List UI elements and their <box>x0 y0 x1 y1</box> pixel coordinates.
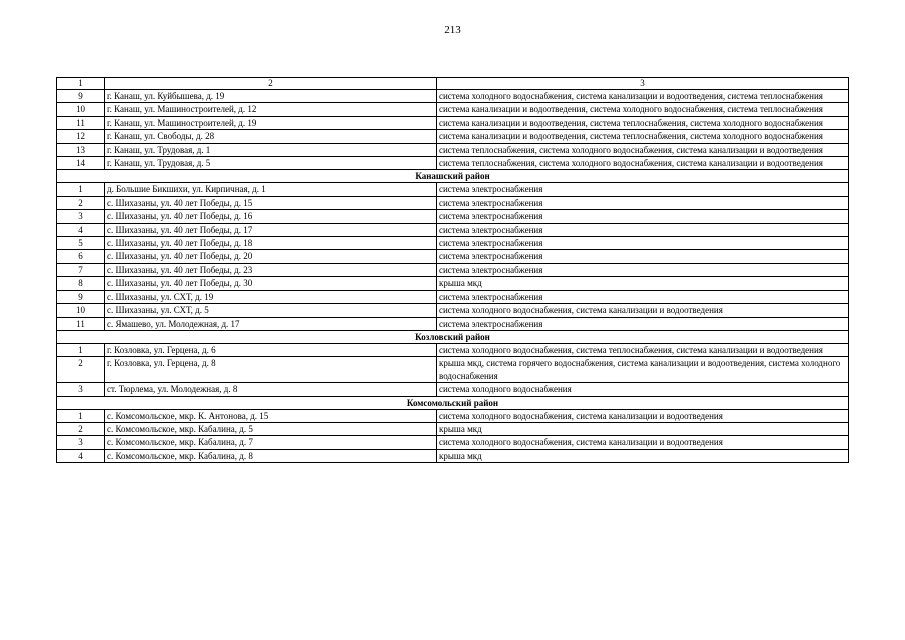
address-cell: г. Канаш, ул. Машиностроителей, д. 12 <box>105 103 437 116</box>
systems-cell: система канализации и водоотведения, система теплоснабжения, система холодного водоснабжения <box>437 130 849 143</box>
address-cell: г. Козловка, ул. Герцена, д. 8 <box>105 357 437 383</box>
address-cell: с. Шихазаны, ул. 40 лет Победы, д. 15 <box>105 196 437 209</box>
systems-cell: система холодного водоснабжения, система теплоснабжения, система канализации и водоотведения <box>437 343 849 356</box>
column-number-3: 3 <box>437 78 849 90</box>
table-row <box>57 383 849 396</box>
row-number: 1 <box>57 183 105 196</box>
address-cell: с. Шихазаны, ул. 40 лет Победы, д. 16 <box>105 210 437 223</box>
row-number: 9 <box>57 290 105 303</box>
address-cell: с. Шихазаны, ул. 40 лет Победы, д. 23 <box>105 263 437 276</box>
row-number: 10 <box>57 304 105 317</box>
table-row <box>57 317 849 330</box>
table-row <box>57 449 849 462</box>
row-number: 11 <box>57 317 105 330</box>
district-header-row <box>57 170 849 183</box>
row-number: 13 <box>57 143 105 156</box>
row-number: 9 <box>57 90 105 103</box>
systems-cell: система теплоснабжения, система холодного водоснабжения, система канализации и водоотведения <box>437 157 849 170</box>
row-number: 1 <box>57 343 105 356</box>
address-cell: с. Комсомольское, мкр. Кабалина, д. 7 <box>105 436 437 449</box>
table-row <box>57 116 849 129</box>
address-cell: г. Козловка, ул. Герцена, д. 6 <box>105 343 437 356</box>
row-number: 8 <box>57 277 105 290</box>
column-number-row <box>57 78 849 90</box>
table-row <box>57 409 849 422</box>
table-row <box>57 290 849 303</box>
row-number: 2 <box>57 357 105 383</box>
district-header-row <box>57 330 849 343</box>
district-name: Комсомольский район <box>57 396 849 409</box>
table-row <box>57 183 849 196</box>
systems-cell: система канализации и водоотведения, система теплоснабжения, система холодного водоснабжения <box>437 116 849 129</box>
row-number: 3 <box>57 436 105 449</box>
table-row <box>57 130 849 143</box>
systems-cell: крыша мкд <box>437 422 849 435</box>
table-body <box>57 78 849 463</box>
systems-cell: система канализации и водоотведения, система холодного водоснабжения, система теплоснабжения <box>437 103 849 116</box>
table-row <box>57 237 849 250</box>
row-number: 2 <box>57 196 105 209</box>
table-row <box>57 357 849 383</box>
table-row <box>57 250 849 263</box>
systems-cell: система холодного водоснабжения, система канализации и водоотведения, система теплоснабжения <box>437 90 849 103</box>
page-number: 213 <box>444 24 461 36</box>
systems-cell: система холодного водоснабжения, система канализации и водоотведения <box>437 436 849 449</box>
systems-cell: система электроснабжения <box>437 250 849 263</box>
table-row <box>57 263 849 276</box>
table-row <box>57 143 849 156</box>
systems-cell: система электроснабжения <box>437 210 849 223</box>
row-number: 11 <box>57 116 105 129</box>
address-cell: г. Канаш, ул. Трудовая, д. 1 <box>105 143 437 156</box>
row-number: 1 <box>57 409 105 422</box>
systems-cell: система теплоснабжения, система холодного водоснабжения, система канализации и водоотведения <box>437 143 849 156</box>
district-header-row <box>57 396 849 409</box>
systems-cell: система электроснабжения <box>437 223 849 236</box>
row-number: 6 <box>57 250 105 263</box>
table-row <box>57 103 849 116</box>
district-name: Канашский район <box>57 170 849 183</box>
systems-cell: система холодного водоснабжения, система канализации и водоотведения <box>437 304 849 317</box>
systems-cell: система электроснабжения <box>437 317 849 330</box>
address-cell: ст. Тюрлема, ул. Молодежная, д. 8 <box>105 383 437 396</box>
buildings-table <box>56 77 849 463</box>
address-cell: г. Канаш, ул. Свободы, д. 28 <box>105 130 437 143</box>
table-row <box>57 196 849 209</box>
row-number: 3 <box>57 383 105 396</box>
address-cell: д. Большие Бикшихи, ул. Кирпичная, д. 1 <box>105 183 437 196</box>
district-name: Козловский район <box>57 330 849 343</box>
table-row <box>57 210 849 223</box>
systems-cell: система электроснабжения <box>437 263 849 276</box>
column-number-2: 2 <box>105 78 437 90</box>
address-cell: с. Комсомольское, мкр. Кабалина, д. 8 <box>105 449 437 462</box>
table-row <box>57 304 849 317</box>
table-row <box>57 90 849 103</box>
address-cell: с. Шихазаны, ул. СХТ, д. 19 <box>105 290 437 303</box>
systems-cell: система электроснабжения <box>437 183 849 196</box>
row-number: 12 <box>57 130 105 143</box>
address-cell: с. Комсомольское, мкр. Кабалина, д. 5 <box>105 422 437 435</box>
address-cell: с. Ямашево, ул. Молодежная, д. 17 <box>105 317 437 330</box>
row-number: 5 <box>57 237 105 250</box>
address-cell: г. Канаш, ул. Куйбышева, д. 19 <box>105 90 437 103</box>
systems-cell: система холодного водоснабжения <box>437 383 849 396</box>
systems-cell: система электроснабжения <box>437 237 849 250</box>
address-cell: с. Шихазаны, ул. 40 лет Победы, д. 17 <box>105 223 437 236</box>
table-row <box>57 343 849 356</box>
table-row <box>57 436 849 449</box>
address-cell: г. Канаш, ул. Трудовая, д. 5 <box>105 157 437 170</box>
table-row <box>57 157 849 170</box>
systems-cell: система электроснабжения <box>437 196 849 209</box>
row-number: 4 <box>57 449 105 462</box>
address-cell: с. Шихазаны, ул. СХТ, д. 5 <box>105 304 437 317</box>
systems-cell: крыша мкд <box>437 277 849 290</box>
address-cell: с. Шихазаны, ул. 40 лет Победы, д. 18 <box>105 237 437 250</box>
row-number: 3 <box>57 210 105 223</box>
row-number: 2 <box>57 422 105 435</box>
systems-cell: крыша мкд <box>437 449 849 462</box>
table-row <box>57 422 849 435</box>
row-number: 14 <box>57 157 105 170</box>
row-number: 10 <box>57 103 105 116</box>
table-row <box>57 223 849 236</box>
address-cell: с. Комсомольское, мкр. К. Антонова, д. 15 <box>105 409 437 422</box>
systems-cell: система холодного водоснабжения, система канализации и водоотведения <box>437 409 849 422</box>
row-number: 4 <box>57 223 105 236</box>
column-number-1: 1 <box>57 78 105 90</box>
address-cell: г. Канаш, ул. Машиностроителей, д. 19 <box>105 116 437 129</box>
address-cell: с. Шихазаны, ул. 40 лет Победы, д. 30 <box>105 277 437 290</box>
systems-cell: система электроснабжения <box>437 290 849 303</box>
table-row <box>57 277 849 290</box>
row-number: 7 <box>57 263 105 276</box>
address-cell: с. Шихазаны, ул. 40 лет Победы, д. 20 <box>105 250 437 263</box>
systems-cell: крыша мкд, система горячего водоснабжения, система канализации и водоотведения, система холодного водоснабжения <box>437 357 849 383</box>
